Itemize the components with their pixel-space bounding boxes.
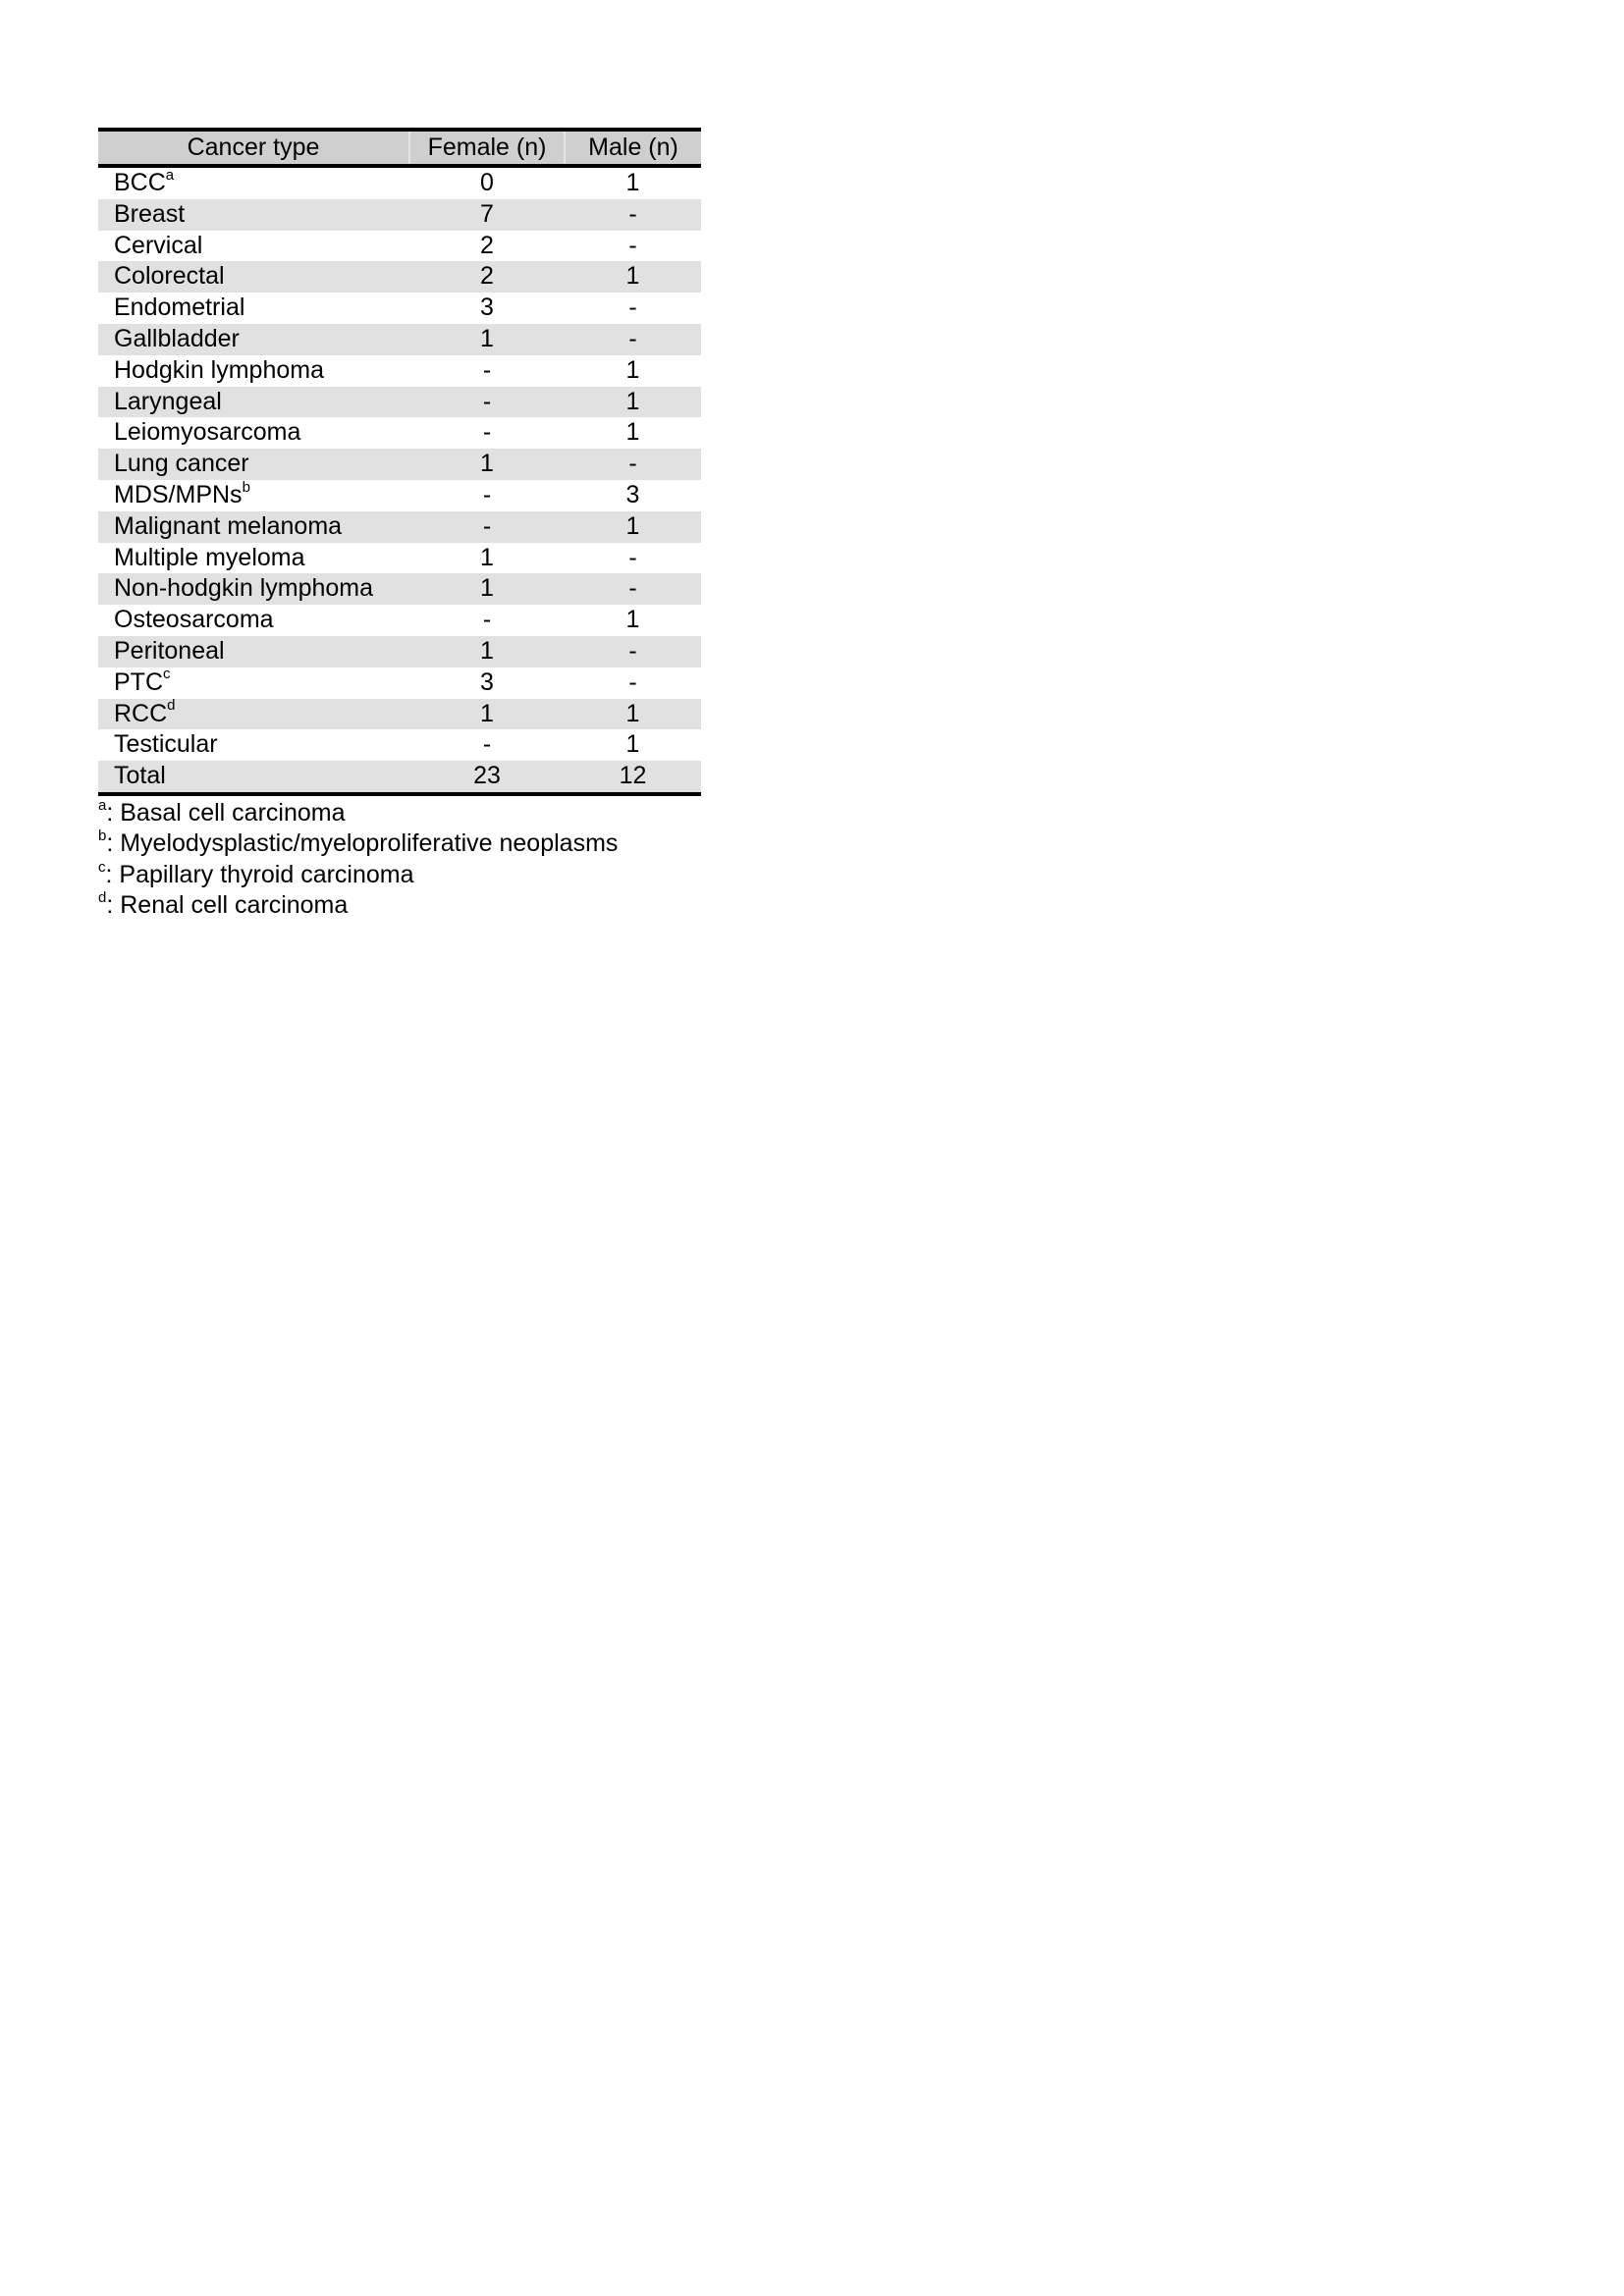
female-count-cell: 23 — [409, 761, 565, 794]
female-count-cell: - — [409, 387, 565, 418]
female-count-cell: - — [482, 606, 492, 634]
cancer-type-label: PTC — [114, 667, 163, 696]
male-count-cell: - — [565, 199, 701, 231]
female-count-cell: - — [482, 418, 492, 447]
cancer-type-cell — [98, 667, 409, 699]
female-count-cell: 7 — [409, 199, 565, 231]
cancer-type-label: Malignant melanoma — [114, 511, 343, 540]
table-row — [98, 231, 701, 262]
cancer-type-cell — [98, 729, 409, 761]
footnote-marker: c — [98, 858, 106, 876]
table-row — [98, 166, 701, 199]
cancer-type-label: Peritoneal — [114, 636, 225, 665]
header-female: Female (n) — [409, 130, 565, 166]
footnote — [98, 828, 701, 860]
table-row — [98, 199, 701, 231]
cancer-type-label: BCC — [114, 169, 166, 196]
cancer-type-label: Gallbladder — [114, 324, 240, 352]
cancer-type-label: RCC — [114, 699, 168, 727]
male-count-cell: 12 — [565, 761, 701, 794]
male-count-cell: 1 — [625, 730, 640, 759]
header-cancer-type: Cancer type — [98, 130, 409, 166]
footnote-marker: d — [167, 697, 176, 715]
footnote-marker: a — [98, 796, 107, 814]
female-count-cell: - — [482, 730, 492, 759]
female-count-cell: 1 — [409, 324, 565, 355]
footnote-text: : Myelodysplastic/myeloproliferative neoplasms — [106, 829, 619, 858]
female-count-cell: 3 — [480, 294, 494, 322]
cancer-type-cell — [98, 573, 409, 605]
cancer-type-cell — [98, 261, 409, 293]
male-count-cell: - — [628, 231, 637, 259]
cancer-type-cell — [98, 480, 409, 511]
female-count-cell: 1 — [409, 636, 565, 667]
cancer-type-cell — [98, 543, 409, 574]
table-row — [98, 543, 701, 574]
footnote-marker: a — [165, 166, 175, 184]
male-count-cell: 1 — [625, 169, 640, 196]
male-count-cell: 1 — [565, 511, 701, 543]
cancer-type-label: Laryngeal — [114, 387, 222, 415]
table-row — [98, 261, 701, 293]
footnote-marker: b — [242, 478, 250, 496]
male-count-cell: 3 — [625, 480, 640, 508]
footnote — [98, 890, 701, 922]
cancer-type-label: Colorectal — [114, 262, 225, 291]
cancer-type-cell — [98, 511, 409, 543]
table-header — [98, 130, 701, 166]
male-count-cell: - — [565, 636, 701, 667]
footnote-text: : Basal cell carcinoma — [106, 798, 346, 827]
cancer-type-label: Osteosarcoma — [114, 606, 274, 634]
cancer-type-label: Lung cancer — [114, 450, 249, 478]
cancer-type-cell — [98, 761, 409, 794]
cancer-type-cell — [98, 293, 409, 324]
cancer-type-cell — [98, 417, 409, 449]
female-count-cell: - — [409, 511, 565, 543]
male-count-cell: - — [565, 324, 701, 355]
footnote — [98, 860, 701, 891]
cancer-type-cell — [98, 199, 409, 231]
cancer-type-label: Testicular — [114, 730, 218, 759]
cancer-type-table — [98, 128, 701, 796]
female-count-cell: 2 — [409, 261, 565, 293]
table-row — [98, 729, 701, 761]
document-page — [98, 128, 701, 922]
cancer-type-cell — [98, 605, 409, 636]
table-row — [98, 449, 701, 480]
table-row — [98, 324, 701, 355]
table-row — [98, 480, 701, 511]
header-row — [98, 130, 701, 166]
cancer-type-cell — [98, 449, 409, 480]
male-count-cell: 1 — [565, 387, 701, 418]
footnote — [98, 798, 701, 829]
table-body — [98, 166, 701, 794]
table-row — [98, 699, 701, 730]
female-count-cell: - — [482, 480, 492, 508]
female-count-cell: 1 — [409, 573, 565, 605]
cancer-type-cell — [98, 231, 409, 262]
table-row — [98, 355, 701, 387]
male-count-cell: 1 — [625, 418, 640, 447]
cancer-type-label: Endometrial — [114, 294, 245, 322]
table-row — [98, 573, 701, 605]
male-count-cell: 1 — [565, 699, 701, 730]
male-count-cell: - — [565, 449, 701, 480]
header-male: Male (n) — [565, 130, 701, 166]
cancer-type-label: Non-hodgkin lymphoma — [114, 574, 374, 603]
table-row — [98, 636, 701, 667]
footnote-text: : Papillary thyroid carcinoma — [105, 860, 414, 888]
footnote-marker: b — [98, 828, 107, 845]
female-count-cell: 3 — [480, 667, 494, 696]
female-count-cell: 1 — [480, 543, 494, 571]
male-count-cell: 1 — [625, 355, 640, 384]
male-count-cell: - — [628, 543, 637, 571]
table-row — [98, 511, 701, 543]
male-count-cell: 1 — [565, 261, 701, 293]
cancer-type-cell — [98, 324, 409, 355]
male-count-cell: 1 — [625, 606, 640, 634]
cancer-type-label: Total — [114, 762, 166, 790]
cancer-type-label: Leiomyosarcoma — [114, 418, 301, 447]
footnote-marker: d — [98, 889, 107, 907]
female-count-cell: 1 — [409, 699, 565, 730]
cancer-type-label: Multiple myeloma — [114, 543, 305, 571]
male-count-cell: - — [628, 294, 637, 322]
total-row — [98, 761, 701, 794]
female-count-cell: - — [482, 355, 492, 384]
cancer-type-cell — [98, 387, 409, 418]
male-count-cell: - — [628, 667, 637, 696]
table-row — [98, 667, 701, 699]
female-count-cell: 0 — [480, 169, 494, 196]
table-row — [98, 387, 701, 418]
footnotes — [98, 798, 701, 922]
table-row — [98, 293, 701, 324]
cancer-type-label: Breast — [114, 199, 186, 228]
cancer-type-cell — [98, 355, 409, 387]
cancer-type-cell — [98, 636, 409, 667]
footnote-text: : Renal cell carcinoma — [106, 891, 349, 920]
cancer-type-cell — [98, 699, 409, 730]
male-count-cell: - — [565, 573, 701, 605]
table-row — [98, 605, 701, 636]
cancer-type-label: Cervical — [114, 231, 203, 259]
cancer-type-label: MDS/MPNs — [114, 480, 243, 508]
female-count-cell: 1 — [409, 449, 565, 480]
female-count-cell: 2 — [480, 231, 494, 259]
cancer-type-cell — [98, 166, 409, 199]
table-row — [98, 417, 701, 449]
footnote-marker: c — [163, 666, 171, 683]
cancer-type-label: Hodgkin lymphoma — [114, 355, 324, 384]
